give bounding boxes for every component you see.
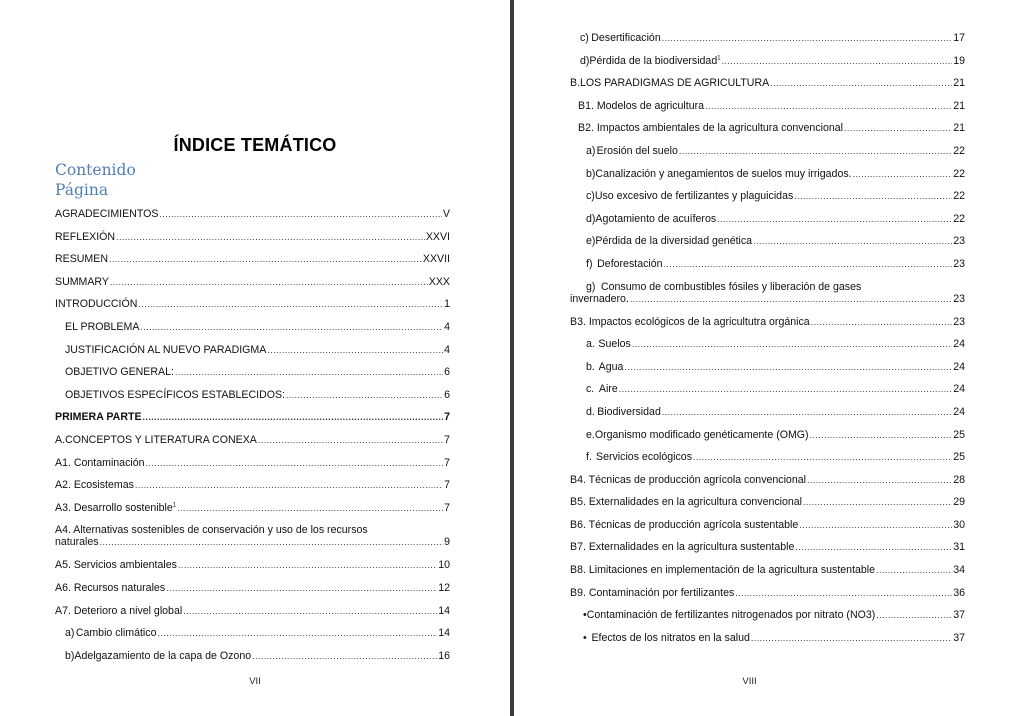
toc-entry-section-a[interactable]	[55, 432, 450, 455]
toc-entry-text: B8. Limitaciones en implementación de la agricultura sustentable	[570, 564, 876, 577]
dot-leader	[267, 344, 443, 356]
dot-leader	[770, 77, 952, 89]
toc-entry-text: Consumo de combustibles fósiles y liberación de gases	[601, 280, 862, 293]
dot-leader	[146, 457, 444, 469]
toc-entry-text: B7. Externalidades en la agricultura sustentable	[570, 541, 795, 554]
toc-entry-page: 4	[444, 343, 450, 356]
dot-leader	[662, 406, 952, 418]
toc-entry-text: Erosión del suelo	[596, 144, 678, 157]
dot-leader	[735, 587, 952, 599]
toc-entry-text: Adelgazamiento de la capa de Ozono	[74, 649, 252, 662]
toc-entry-text: Servicios ecológicos	[596, 451, 692, 464]
toc-entry-text: Efectos de los nitratos en la salud	[591, 631, 750, 644]
toc-entry-label: b)	[65, 649, 75, 662]
dot-leader	[679, 145, 952, 157]
toc-entry-label: f)	[586, 257, 593, 270]
toc-entry-text: Canalización y anegamientos de suelos muy irrigados.	[595, 167, 852, 180]
toc-entry-text: B3. Impactos ecológicos de la agricultutra orgánica	[570, 315, 810, 328]
toc-entry-label: B.	[570, 77, 581, 90]
toc-entry-text: A4. Alternativas sostenibles de conservación y uso de los recursos	[55, 524, 368, 537]
toc-entry-text: PRIMERA PARTE	[55, 411, 142, 424]
toc-entry-perdida-biodiversidad[interactable]	[570, 53, 965, 76]
toc-entry-text: Pérdida de la diversidad genética	[595, 235, 753, 248]
toc-entry-text: A7. Deterioro a nivel global	[55, 604, 183, 617]
bullet-icon: •	[583, 609, 587, 622]
footnote-marker: 1	[172, 502, 177, 509]
toc-entry-a4[interactable]	[55, 522, 450, 557]
dot-leader	[159, 208, 442, 220]
dot-leader	[100, 536, 444, 548]
toc-entry-resumen[interactable]	[55, 251, 450, 274]
document-page-right	[515, 0, 1024, 716]
page-divider	[510, 0, 514, 716]
toc-entry-text: Organismo modificado genéticamente (OMG)	[594, 428, 809, 441]
toc-entry-page: 21	[953, 99, 965, 112]
toc-entry-page: 22	[953, 212, 965, 225]
toc-entry-page: 25	[953, 428, 965, 441]
toc-entry-justificacion[interactable]	[55, 342, 450, 365]
toc-entry-page: 7	[444, 479, 450, 492]
toc-entry-page: 31	[953, 541, 965, 554]
toc-entry-nitratos-contaminacion[interactable]	[570, 607, 965, 630]
toc-entry-page: 24	[953, 383, 965, 396]
toc-heading: Contenido	[55, 161, 136, 179]
toc-entry-text: CONCEPTOS Y LITERATURA CONEXA	[65, 433, 257, 446]
toc-entry-combustibles-fosiles[interactable]	[570, 279, 965, 314]
toc-entry-a1[interactable]	[55, 455, 450, 478]
toc-entry-agua[interactable]	[570, 359, 965, 382]
toc-entry-text: B2. Impactos ambientales de la agricultura convencional	[578, 122, 843, 135]
toc-entry-text: Biodiversidad	[597, 405, 661, 418]
toc-entry-page: 29	[953, 496, 965, 509]
toc-entry-diversidad-genetica[interactable]	[570, 233, 965, 256]
toc-entry-page: 24	[953, 338, 965, 351]
toc-entry-text: Pérdida de la biodiversidad	[589, 54, 718, 67]
footnote-marker: 1	[717, 55, 721, 62]
toc-entry-text: SUMMARY	[55, 275, 109, 288]
toc-entry-page: 7	[444, 411, 450, 424]
toc-entry-text: Uso excesivo de fertilizantes y plaguicidas	[594, 190, 794, 203]
toc-entry-page: 24	[953, 405, 965, 418]
toc-entry-desertificacion[interactable]	[570, 30, 965, 53]
toc-entry-page: 12	[438, 581, 450, 594]
toc-entry-page: 10	[438, 559, 450, 572]
dot-leader	[799, 519, 952, 531]
toc-entry-a7[interactable]	[55, 603, 450, 626]
toc-entry-text: A3. Desarrollo sostenible	[55, 501, 173, 514]
toc-entry-uso-excesivo[interactable]	[570, 188, 965, 211]
toc-entry-text: Desertificación	[591, 32, 661, 44]
toc-entry-objetivos-especificos[interactable]	[55, 387, 450, 410]
toc-entry-deforestacion[interactable]	[570, 256, 965, 279]
toc-entry-page: 21	[953, 122, 965, 135]
toc-entry-page: 22	[953, 190, 965, 203]
toc-entry-page: 7	[444, 456, 450, 469]
dot-leader	[258, 434, 443, 446]
dot-leader	[140, 321, 443, 333]
toc-entry-objetivo-general[interactable]	[55, 364, 450, 387]
dot-leader	[810, 429, 953, 441]
toc-entry-text: JUSTIFICACIÓN AL NUEVO PARADIGMA	[65, 343, 267, 356]
dot-leader	[811, 316, 953, 328]
toc-entry-page: 23	[953, 257, 965, 270]
dot-leader	[664, 258, 953, 270]
toc-entry-text: Suelos	[598, 338, 631, 351]
toc-entry-label: a)	[65, 627, 75, 640]
toc-entry-agradecimientos[interactable]	[55, 206, 450, 229]
toc-entry-label: a.	[586, 338, 595, 351]
toc-entry-page: 34	[953, 564, 965, 577]
toc-entry-text: REFLEXIÓN	[55, 230, 116, 243]
toc-entry-page: XXX	[428, 275, 450, 288]
toc-entry-text: B9. Contaminación por fertilizantes	[570, 586, 735, 599]
toc-entry-label: e)	[586, 235, 596, 248]
dot-leader	[135, 479, 443, 491]
toc-entry-text: B4. Técnicas de producción agrícola convencional	[570, 473, 806, 486]
toc-entry-text: A1. Contaminación	[55, 456, 145, 469]
toc-entry-text: A5. Servicios ambientales	[55, 559, 177, 572]
toc-entry-aire[interactable]	[570, 381, 965, 404]
toc-entry-text: AGRADECIMIENTOS	[55, 208, 159, 220]
toc-entry-page: 22	[953, 144, 965, 157]
dot-leader	[807, 474, 952, 486]
toc-entry-text: B5. Externalidades en la agricultura convencional	[570, 496, 803, 509]
dot-leader	[876, 609, 952, 621]
toc-entry-text: Cambio climático	[75, 627, 157, 640]
toc-entry-text: OBJETIVOS ESPECÍFICOS ESTABLECIDOS:	[65, 388, 285, 401]
toc-entry-b7[interactable]	[570, 539, 965, 562]
toc-entry-page: XXVII	[422, 253, 450, 266]
dot-leader	[751, 632, 952, 644]
dot-leader	[662, 32, 952, 44]
toc-entry-page: 23	[953, 315, 965, 328]
toc-entry-text: EL PROBLEMA	[65, 320, 140, 333]
toc-entry-nitratos-salud[interactable]	[570, 630, 965, 653]
dot-leader	[722, 55, 953, 67]
toc-entry-capa-ozono[interactable]	[55, 648, 450, 671]
toc-entry-reflexion[interactable]	[55, 229, 450, 252]
bullet-icon: •	[583, 631, 587, 644]
toc-entry-text: A2. Ecosistemas	[55, 479, 134, 492]
dot-leader	[705, 100, 952, 112]
dot-leader	[183, 605, 437, 617]
toc-entry-label: c)	[580, 32, 589, 44]
dot-leader	[717, 213, 952, 225]
page-column-heading: Página	[55, 181, 109, 199]
toc-entry-agotamiento-acuiferos[interactable]	[570, 211, 965, 234]
toc-entry-page: 19	[953, 54, 965, 67]
dot-leader	[844, 122, 952, 134]
page-number-footer: VII	[249, 676, 261, 687]
toc-entry-introduccion[interactable]	[55, 296, 450, 319]
dot-leader	[252, 650, 437, 662]
toc-entry-b5[interactable]	[570, 494, 965, 517]
toc-entry-b2[interactable]	[570, 120, 965, 143]
dot-leader	[177, 502, 443, 514]
toc-entry-label: d)	[580, 54, 590, 67]
dot-leader	[794, 190, 952, 202]
toc-entry-label: a)	[586, 144, 596, 157]
toc-entry-b9[interactable]	[570, 585, 965, 608]
toc-entry-text: Aire	[598, 383, 618, 396]
toc-entry-page: 30	[953, 518, 965, 531]
toc-entry-text: Deforestación	[597, 257, 663, 270]
dot-leader	[876, 564, 952, 576]
toc-entry-label: c)	[586, 190, 595, 203]
toc-entry-biodiversidad[interactable]	[570, 404, 965, 427]
dot-leader	[853, 168, 953, 180]
toc-entry-page: 17	[953, 32, 965, 44]
toc-entry-page: 6	[444, 366, 450, 379]
toc-entry-text-continued: naturales	[55, 536, 99, 549]
dot-leader	[624, 361, 952, 373]
dot-leader	[753, 235, 952, 247]
dot-leader	[632, 338, 952, 350]
toc-entry-page: 16	[438, 649, 450, 662]
toc-entry-page: 14	[438, 627, 450, 640]
toc-entry-label: c.	[586, 383, 595, 396]
dot-leader	[178, 559, 437, 571]
table-of-contents-left	[55, 206, 450, 670]
dot-leader	[110, 276, 428, 288]
toc-entry-page: 28	[953, 473, 965, 486]
toc-entry-page: 7	[444, 433, 450, 446]
toc-entry-text: A6. Recursos naturales	[55, 581, 166, 594]
toc-entry-page: 25	[953, 451, 965, 464]
toc-entry-page: 36	[953, 586, 965, 599]
dot-leader	[138, 298, 443, 310]
toc-entry-label: e.	[586, 428, 595, 441]
toc-entry-text: LOS PARADIGMAS DE AGRICULTURA	[580, 77, 770, 90]
dot-leader	[116, 231, 425, 243]
toc-entry-omg[interactable]	[570, 427, 965, 450]
toc-entry-text: RESUMEN	[55, 253, 108, 266]
toc-entry-page: 23	[953, 292, 965, 305]
page-number-footer: VIII	[742, 676, 757, 687]
toc-entry-page: 9	[444, 536, 450, 549]
toc-entry-page: 14	[438, 604, 450, 617]
toc-entry-label: b.	[586, 360, 595, 373]
dot-leader	[175, 366, 443, 378]
dot-leader	[619, 383, 952, 395]
toc-entry-text: Agotamiento de acuíferos	[595, 212, 717, 225]
toc-entry-b6[interactable]	[570, 517, 965, 540]
toc-entry-text-continued: invernadero.	[570, 292, 629, 305]
toc-entry-page: 6	[444, 388, 450, 401]
toc-entry-text: OBJETIVO GENERAL:	[65, 366, 174, 379]
toc-entry-page: 21	[953, 77, 965, 90]
toc-entry-a5[interactable]	[55, 557, 450, 580]
toc-entry-text: Agua	[598, 360, 624, 373]
toc-entry-text: B6. Técnicas de producción agrícola sustentable	[570, 518, 799, 531]
toc-entry-servicios-ecologicos[interactable]	[570, 449, 965, 472]
dot-leader	[803, 496, 952, 508]
toc-entry-label: g)	[586, 280, 596, 293]
toc-entry-b3[interactable]	[570, 314, 965, 337]
toc-entry-a2[interactable]	[55, 477, 450, 500]
toc-entry-cambio-climatico[interactable]	[55, 625, 450, 648]
toc-entry-primera-parte[interactable]	[55, 409, 450, 432]
toc-entry-page: 4	[444, 320, 450, 333]
toc-entry-text: Contaminación de fertilizantes nitrogenados por nitrato (NO3)	[586, 609, 876, 622]
toc-entry-canalizacion[interactable]	[570, 166, 965, 189]
toc-entry-page: 7	[444, 501, 450, 514]
toc-entry-b8[interactable]	[570, 562, 965, 585]
toc-entry-a3[interactable]	[55, 500, 450, 523]
toc-entry-section-b[interactable]	[570, 75, 965, 98]
toc-entry-erosion-suelo[interactable]	[570, 143, 965, 166]
toc-entry-label: f.	[586, 451, 592, 464]
table-of-contents-right	[570, 30, 965, 652]
toc-entry-label: d.	[586, 405, 595, 418]
dot-leader	[693, 451, 952, 463]
dot-leader	[157, 627, 437, 639]
toc-entry-a6[interactable]	[55, 580, 450, 603]
toc-entry-page: 37	[953, 631, 965, 644]
toc-entry-page: 22	[953, 167, 965, 180]
toc-entry-text: B1. Modelos de agricultura	[578, 99, 705, 112]
toc-entry-label: d)	[586, 212, 596, 225]
toc-entry-page: 37	[953, 609, 965, 622]
dot-leader	[630, 293, 952, 305]
toc-entry-el-problema[interactable]	[55, 319, 450, 342]
dot-leader	[286, 389, 443, 401]
dot-leader	[795, 541, 952, 553]
toc-entry-summary[interactable]	[55, 274, 450, 297]
toc-entry-page: 23	[953, 235, 965, 248]
toc-entry-label: A.	[55, 433, 66, 446]
toc-entry-b1[interactable]	[570, 98, 965, 121]
toc-entry-page: XXVI	[425, 230, 450, 243]
dot-leader	[166, 582, 437, 594]
toc-entry-suelos[interactable]	[570, 336, 965, 359]
document-page-left	[0, 0, 510, 716]
toc-entry-page: V	[442, 208, 450, 220]
toc-entry-page: 1	[444, 298, 450, 311]
toc-entry-label: b)	[586, 167, 596, 180]
document-title: ÍNDICE TEMÁTICO	[173, 135, 337, 155]
dot-leader	[109, 253, 422, 265]
toc-entry-b4[interactable]	[570, 472, 965, 495]
toc-entry-text: INTRODUCCIÓN	[55, 298, 138, 311]
dot-leader	[143, 411, 444, 423]
toc-entry-page: 24	[953, 360, 965, 373]
